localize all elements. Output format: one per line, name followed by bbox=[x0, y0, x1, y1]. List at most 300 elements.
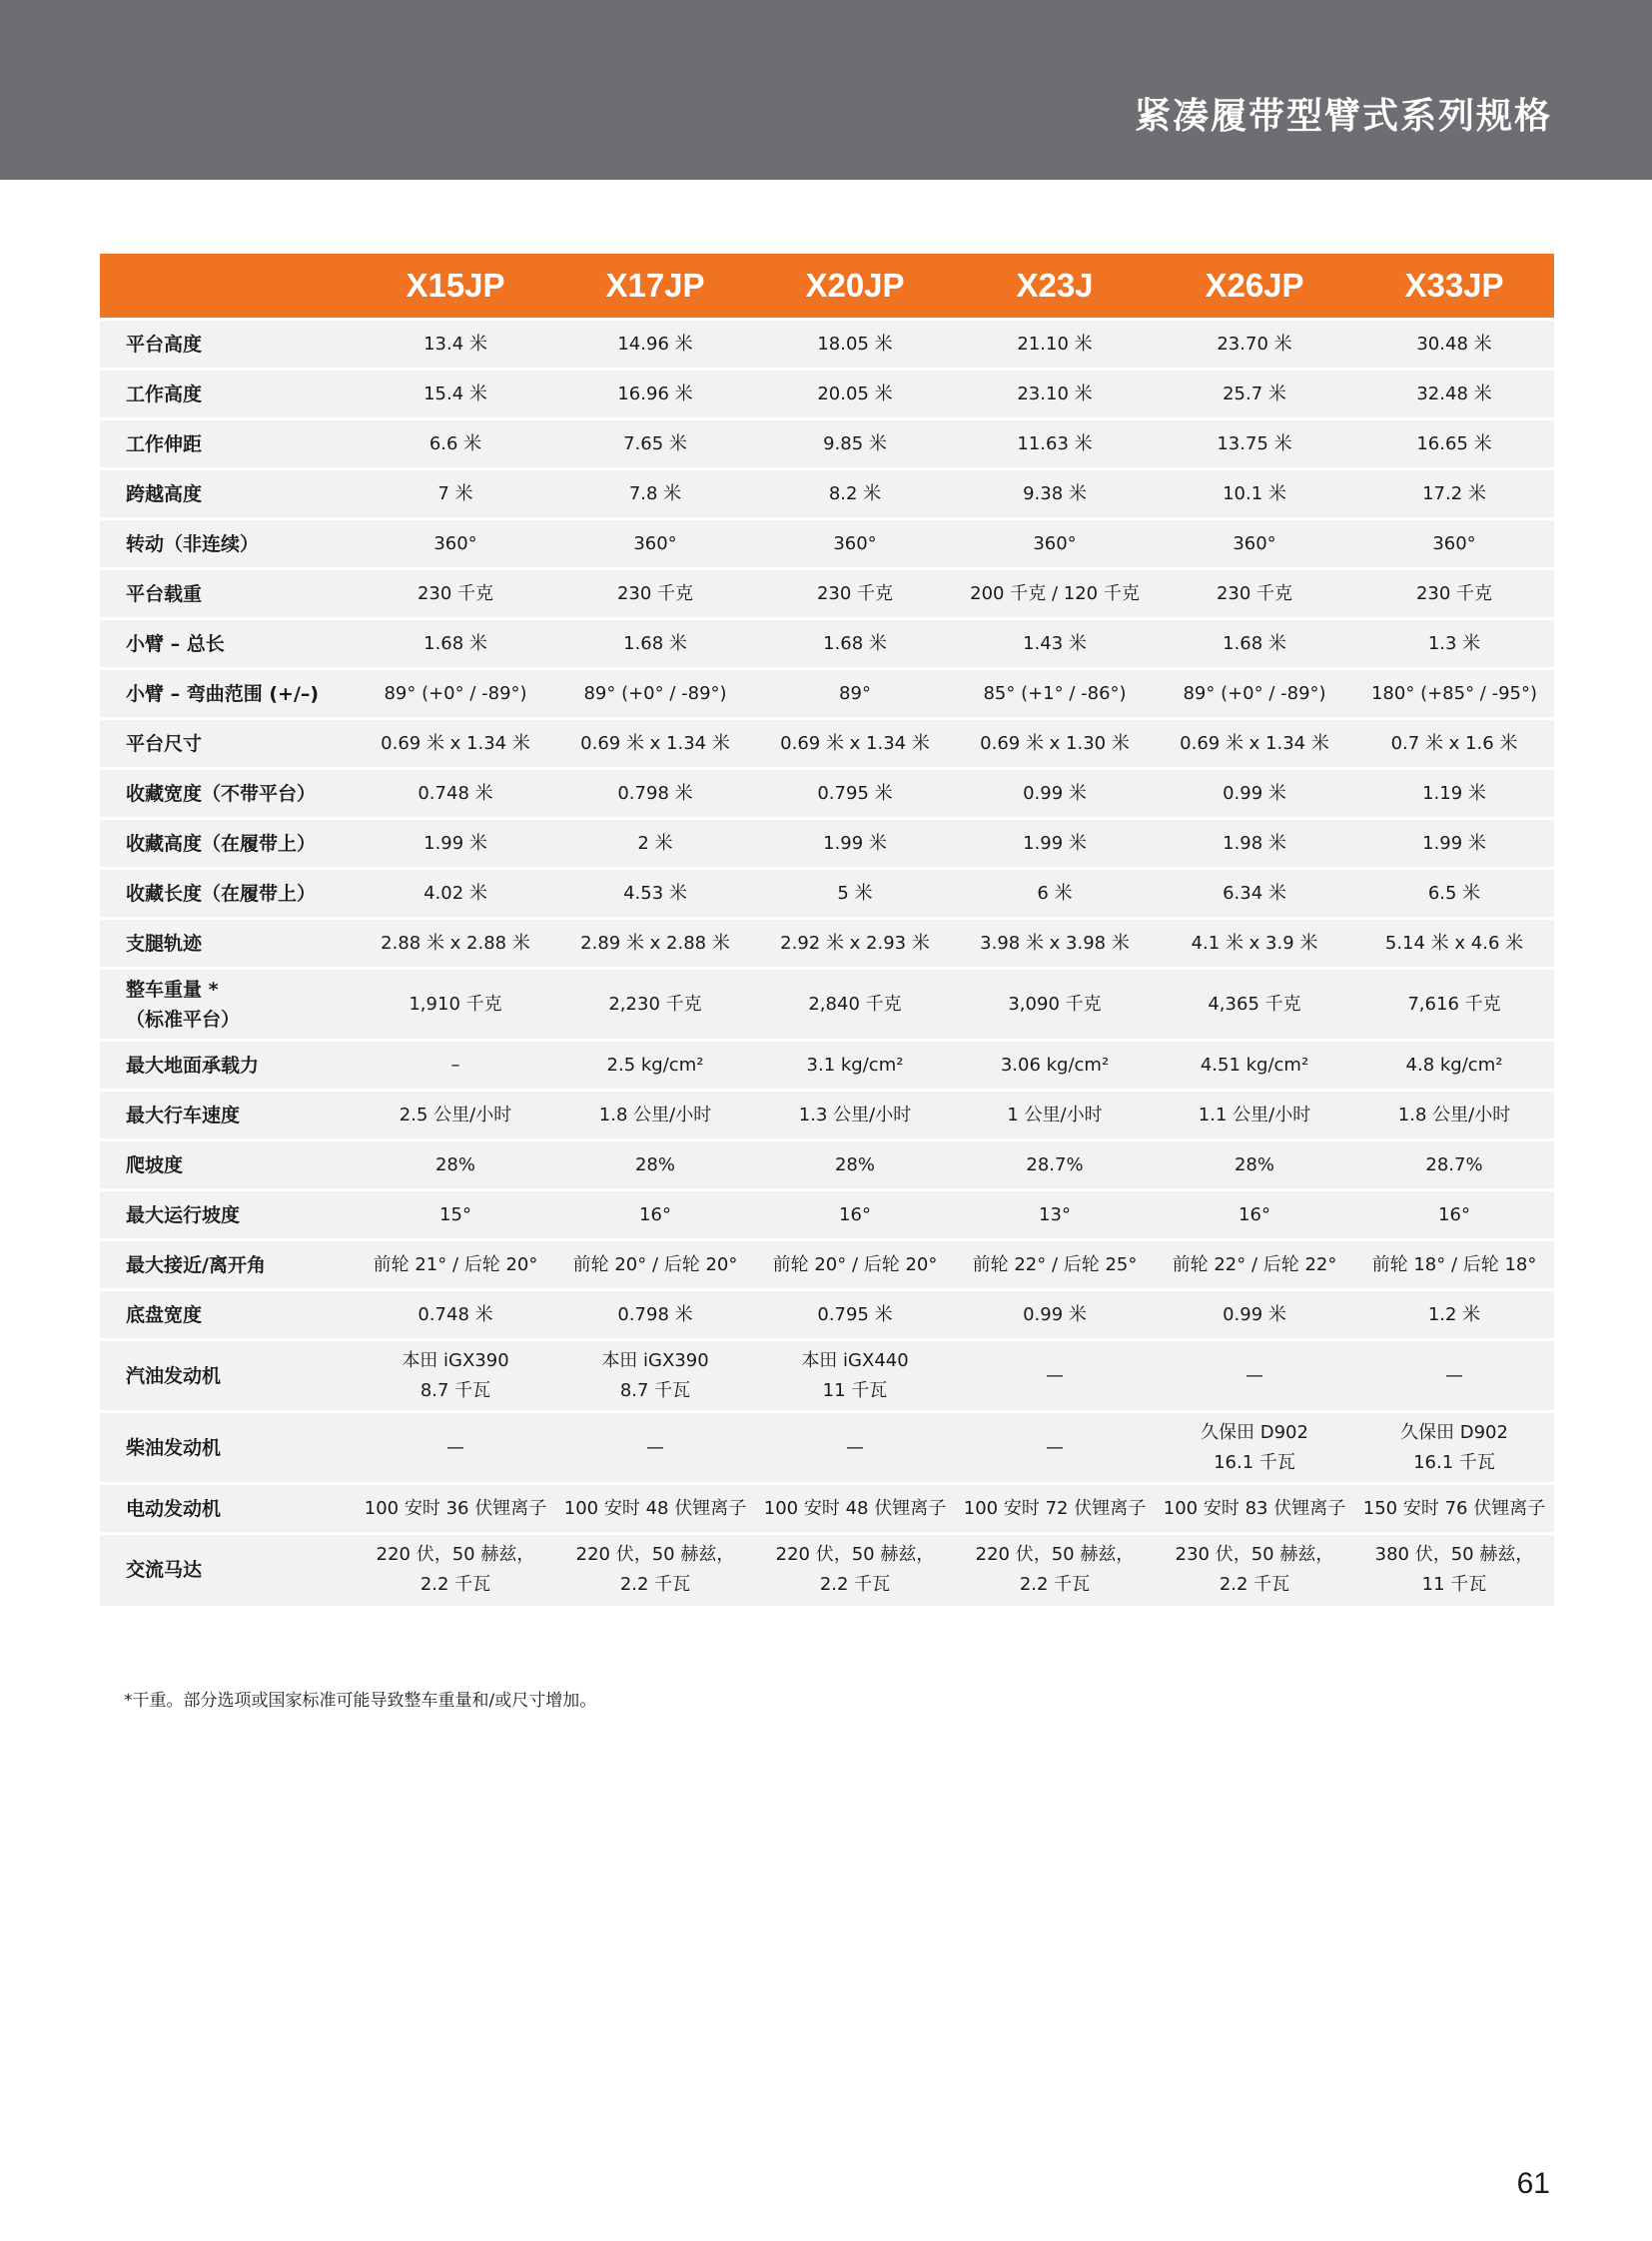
spec-value-cell bbox=[955, 1340, 1155, 1412]
row-label-cell bbox=[100, 469, 356, 519]
spec-value-line: 220 伏，50 赫兹， bbox=[376, 1544, 535, 1566]
spec-value-line: 230 千克 bbox=[816, 582, 894, 604]
spec-value-cell bbox=[755, 469, 955, 519]
spec-value-line: 4.8 kg/cm² bbox=[1405, 1054, 1503, 1076]
spec-value-line: — bbox=[1046, 1364, 1064, 1386]
spec-value-cell bbox=[1354, 769, 1554, 819]
spec-value-cell bbox=[1354, 1140, 1554, 1190]
spec-value-cell bbox=[555, 320, 755, 370]
spec-value-cell bbox=[356, 1534, 555, 1606]
spec-value-cell bbox=[1155, 1091, 1354, 1140]
spec-value-cell bbox=[1155, 969, 1354, 1041]
spec-value-cell bbox=[955, 1484, 1155, 1534]
spec-value-line: 3.98 米 x 3.98 米 bbox=[980, 932, 1130, 954]
spec-value-line: 1.8 公里/小时 bbox=[598, 1104, 712, 1125]
spec-value-cell bbox=[955, 719, 1155, 769]
spec-value-line: 9.38 米 bbox=[1023, 482, 1087, 504]
spec-value-cell bbox=[1354, 469, 1554, 519]
row-label-cell bbox=[100, 819, 356, 869]
row-label-cell bbox=[100, 1340, 356, 1412]
spec-value-cell bbox=[1155, 1041, 1354, 1091]
spec-value-cell bbox=[1354, 1290, 1554, 1340]
spec-value-cell bbox=[555, 619, 755, 669]
spec-value-cell bbox=[955, 919, 1155, 969]
table-row bbox=[100, 1412, 1554, 1484]
row-label-line: 小臂 – 弯曲范围 (+/–) bbox=[126, 682, 320, 705]
spec-value-line: 1.68 米 bbox=[1223, 632, 1286, 654]
spec-value-line: 7 米 bbox=[437, 482, 473, 504]
spec-value-line: 1.99 米 bbox=[1023, 832, 1087, 854]
spec-table bbox=[100, 254, 1554, 1606]
spec-value-cell bbox=[1155, 669, 1354, 719]
row-label-cell bbox=[100, 869, 356, 919]
spec-value-cell bbox=[356, 1140, 555, 1190]
spec-value-cell bbox=[1354, 1091, 1554, 1140]
spec-value-cell bbox=[1155, 1534, 1354, 1606]
row-label-line: 跨越高度 bbox=[126, 482, 203, 505]
spec-value-line: 180° (+85° / -95°) bbox=[1370, 682, 1538, 704]
spec-value-line: 25.7 米 bbox=[1223, 382, 1286, 404]
spec-value-cell bbox=[1354, 619, 1554, 669]
spec-value-line: 4.53 米 bbox=[623, 882, 687, 904]
spec-value-line: — bbox=[1245, 1364, 1263, 1386]
spec-value-line: 360° bbox=[633, 532, 677, 554]
spec-value-cell bbox=[755, 569, 955, 619]
table-row bbox=[100, 419, 1554, 469]
spec-value-cell bbox=[1155, 1240, 1354, 1290]
row-label-cell bbox=[100, 519, 356, 569]
spec-value-line: 4,365 千克 bbox=[1208, 993, 1301, 1015]
spec-value-cell bbox=[356, 619, 555, 669]
spec-value-line: 0.69 米 x 1.34 米 bbox=[1180, 732, 1329, 754]
spec-value-cell bbox=[555, 719, 755, 769]
spec-value-line: 2.5 kg/cm² bbox=[606, 1054, 704, 1076]
spec-value-line: 28% bbox=[1234, 1153, 1274, 1175]
spec-value-line: 89° (+0° / -89°) bbox=[384, 682, 527, 704]
spec-value-cell bbox=[1155, 1290, 1354, 1340]
row-label-line: 工作伸距 bbox=[126, 432, 203, 455]
spec-value-cell bbox=[955, 320, 1155, 370]
spec-value-cell bbox=[555, 1041, 755, 1091]
spec-value-line: — bbox=[1445, 1364, 1463, 1386]
row-label-line: 收藏长度（在履带上） bbox=[126, 882, 317, 905]
spec-value-line: 3,090 千克 bbox=[1008, 993, 1102, 1015]
table-row bbox=[100, 719, 1554, 769]
spec-value-cell bbox=[1354, 919, 1554, 969]
spec-value-line: 9.85 米 bbox=[823, 432, 887, 454]
spec-value-line: 久保田 D902 bbox=[1400, 1421, 1508, 1443]
spec-value-cell bbox=[555, 769, 755, 819]
row-label-cell bbox=[100, 769, 356, 819]
spec-value-cell bbox=[356, 519, 555, 569]
spec-value-cell bbox=[1155, 419, 1354, 469]
spec-value-line: 20.05 米 bbox=[817, 382, 893, 404]
spec-value-line: 2.2 千瓦 bbox=[1219, 1574, 1290, 1596]
spec-value-cell bbox=[555, 1240, 755, 1290]
spec-value-cell bbox=[755, 1091, 955, 1140]
spec-value-cell bbox=[356, 1091, 555, 1140]
spec-value-line: — bbox=[846, 1436, 864, 1458]
spec-value-line: 1.3 公里/小时 bbox=[798, 1104, 912, 1125]
spec-value-cell bbox=[955, 769, 1155, 819]
spec-value-cell bbox=[755, 969, 955, 1041]
spec-value-cell bbox=[755, 1290, 955, 1340]
spec-value-line: 0.69 米 x 1.34 米 bbox=[381, 732, 530, 754]
table-row bbox=[100, 469, 1554, 519]
spec-value-cell bbox=[955, 1240, 1155, 1290]
spec-value-line: 5.14 米 x 4.6 米 bbox=[1384, 932, 1524, 954]
spec-value-cell bbox=[356, 320, 555, 370]
row-label-line: 整车重量 * bbox=[126, 978, 219, 1001]
spec-value-line: 2.89 米 x 2.88 米 bbox=[580, 932, 730, 954]
table-row bbox=[100, 1091, 1554, 1140]
spec-value-cell bbox=[1155, 1190, 1354, 1240]
spec-value-line: 85° (+1° / -86°) bbox=[983, 682, 1127, 704]
table-row bbox=[100, 1190, 1554, 1240]
spec-value-line: 10.1 米 bbox=[1223, 482, 1286, 504]
spec-value-line: 0.99 米 bbox=[1023, 782, 1087, 804]
table-row bbox=[100, 1534, 1554, 1606]
row-label-cell bbox=[100, 1534, 356, 1606]
spec-value-line: 1.68 米 bbox=[423, 632, 487, 654]
spec-value-cell bbox=[356, 1041, 555, 1091]
spec-value-cell bbox=[955, 969, 1155, 1041]
spec-value-line: 100 安时 83 伏锂离子 bbox=[1163, 1497, 1346, 1519]
spec-value-cell bbox=[555, 919, 755, 969]
spec-value-cell bbox=[955, 519, 1155, 569]
row-label-cell bbox=[100, 1290, 356, 1340]
spec-value-line: 2.5 公里/小时 bbox=[399, 1104, 512, 1125]
header-corner-cell bbox=[100, 254, 356, 320]
spec-value-line: 0.99 米 bbox=[1023, 1303, 1087, 1325]
spec-value-cell bbox=[1354, 819, 1554, 869]
table-row bbox=[100, 769, 1554, 819]
spec-value-line: 150 安时 76 伏锂离子 bbox=[1362, 1497, 1546, 1519]
spec-value-cell bbox=[955, 819, 1155, 869]
spec-value-line: 13.4 米 bbox=[423, 333, 487, 355]
spec-value-line: 0.795 米 bbox=[817, 1303, 893, 1325]
spec-value-cell bbox=[755, 320, 955, 370]
spec-value-cell bbox=[555, 1534, 755, 1606]
row-label-line: （标准平台） bbox=[126, 1008, 241, 1031]
spec-value-line: 7,616 千克 bbox=[1407, 993, 1501, 1015]
spec-value-line: 32.48 米 bbox=[1416, 382, 1492, 404]
spec-value-line: 2.2 千瓦 bbox=[619, 1574, 691, 1596]
spec-value-line: 23.10 米 bbox=[1017, 382, 1093, 404]
row-label-cell bbox=[100, 370, 356, 419]
table-row bbox=[100, 819, 1554, 869]
spec-value-line: 13° bbox=[1039, 1203, 1071, 1225]
spec-value-line: 16.1 千瓦 bbox=[1413, 1451, 1495, 1473]
spec-value-line: 1.1 公里/小时 bbox=[1198, 1104, 1311, 1125]
row-label-cell bbox=[100, 969, 356, 1041]
spec-value-line: 230 千克 bbox=[1216, 582, 1293, 604]
row-label-cell bbox=[100, 1091, 356, 1140]
spec-value-cell bbox=[1354, 569, 1554, 619]
spec-value-cell bbox=[356, 719, 555, 769]
spec-value-cell bbox=[1354, 419, 1554, 469]
spec-value-line: 8.7 千瓦 bbox=[619, 1379, 691, 1401]
spec-value-cell bbox=[1354, 1190, 1554, 1240]
spec-value-line: 16.1 千瓦 bbox=[1214, 1451, 1295, 1473]
spec-value-cell bbox=[555, 469, 755, 519]
row-label-line: 最大行车速度 bbox=[126, 1104, 241, 1126]
spec-value-line: 1.68 米 bbox=[623, 632, 687, 654]
spec-value-line: 6.5 米 bbox=[1427, 882, 1481, 904]
spec-value-cell bbox=[555, 1140, 755, 1190]
row-label-line: 平台高度 bbox=[126, 333, 203, 356]
spec-value-line: 0.748 米 bbox=[417, 1303, 493, 1325]
row-label-line: 爬坡度 bbox=[126, 1153, 184, 1176]
spec-value-cell bbox=[356, 819, 555, 869]
spec-value-line: 200 千克 / 120 千克 bbox=[970, 582, 1140, 604]
spec-value-line: 6.34 米 bbox=[1223, 882, 1286, 904]
spec-value-line: 360° bbox=[833, 532, 877, 554]
row-label-cell bbox=[100, 1140, 356, 1190]
spec-value-cell bbox=[955, 569, 1155, 619]
spec-value-cell bbox=[1354, 1484, 1554, 1534]
spec-value-cell bbox=[755, 1412, 955, 1484]
spec-value-line: 13.75 米 bbox=[1217, 432, 1292, 454]
spec-value-line: 15.4 米 bbox=[423, 382, 487, 404]
spec-value-line: 2,230 千克 bbox=[608, 993, 702, 1015]
spec-value-cell bbox=[356, 1190, 555, 1240]
spec-value-line: 360° bbox=[433, 532, 477, 554]
spec-value-cell bbox=[755, 1534, 955, 1606]
page-title: 紧凑履带型臂式系列规格 bbox=[1134, 96, 1552, 137]
spec-value-line: 100 安时 36 伏锂离子 bbox=[364, 1497, 547, 1519]
spec-value-line: 16.96 米 bbox=[617, 382, 693, 404]
spec-value-line: 23.70 米 bbox=[1217, 333, 1292, 355]
spec-value-line: 16° bbox=[1438, 1203, 1470, 1225]
spec-value-cell bbox=[955, 1412, 1155, 1484]
spec-value-cell bbox=[1155, 1140, 1354, 1190]
spec-value-cell bbox=[955, 619, 1155, 669]
spec-value-line: 230 伏，50 赫兹， bbox=[1175, 1544, 1334, 1566]
spec-value-line: 前轮 22° / 后轮 22° bbox=[1172, 1253, 1337, 1275]
spec-value-cell bbox=[1354, 1412, 1554, 1484]
spec-value-cell bbox=[755, 869, 955, 919]
table-header-row bbox=[100, 254, 1554, 320]
spec-value-cell bbox=[955, 869, 1155, 919]
spec-value-cell bbox=[755, 1190, 955, 1240]
spec-value-line: 1,910 千克 bbox=[409, 993, 502, 1015]
spec-value-line: 0.69 米 x 1.34 米 bbox=[780, 732, 930, 754]
spec-value-cell bbox=[356, 1240, 555, 1290]
table-row bbox=[100, 519, 1554, 569]
spec-value-cell bbox=[955, 1534, 1155, 1606]
spec-value-line: 2,840 千克 bbox=[808, 993, 902, 1015]
spec-value-cell bbox=[555, 1290, 755, 1340]
spec-value-line: 4.51 kg/cm² bbox=[1200, 1054, 1309, 1076]
table-row bbox=[100, 569, 1554, 619]
spec-value-cell bbox=[955, 1041, 1155, 1091]
spec-value-line: 28.7% bbox=[1026, 1153, 1084, 1175]
table-row bbox=[100, 1290, 1554, 1340]
spec-value-cell bbox=[755, 769, 955, 819]
model-header-cell: X33JP bbox=[1354, 254, 1554, 320]
spec-value-line: 380 伏，50 赫兹， bbox=[1374, 1544, 1534, 1566]
spec-value-cell bbox=[1354, 1041, 1554, 1091]
spec-value-cell bbox=[1354, 519, 1554, 569]
row-label-cell bbox=[100, 320, 356, 370]
spec-value-cell bbox=[356, 370, 555, 419]
spec-value-line: 前轮 20° / 后轮 20° bbox=[772, 1253, 938, 1275]
spec-value-cell bbox=[1155, 819, 1354, 869]
spec-value-line: 0.99 米 bbox=[1223, 1303, 1286, 1325]
spec-value-line: 2.88 米 x 2.88 米 bbox=[381, 932, 530, 954]
spec-value-line: 6.6 米 bbox=[428, 432, 482, 454]
spec-value-line: 本田 iGX440 bbox=[801, 1349, 909, 1371]
spec-value-line: 230 千克 bbox=[1415, 582, 1493, 604]
page-number: 61 bbox=[1516, 2167, 1550, 2200]
spec-value-line: 0.99 米 bbox=[1223, 782, 1286, 804]
spec-value-cell bbox=[1354, 669, 1554, 719]
spec-value-cell bbox=[1155, 569, 1354, 619]
spec-value-cell bbox=[1354, 869, 1554, 919]
spec-value-cell bbox=[356, 1340, 555, 1412]
model-header-cell: X26JP bbox=[1155, 254, 1354, 320]
spec-value-line: 0.795 米 bbox=[817, 782, 893, 804]
spec-value-line: 89° (+0° / -89°) bbox=[583, 682, 727, 704]
row-label-line: 最大运行坡度 bbox=[126, 1203, 241, 1226]
spec-value-cell bbox=[356, 769, 555, 819]
spec-value-line: 30.48 米 bbox=[1416, 333, 1492, 355]
spec-value-cell bbox=[1155, 320, 1354, 370]
spec-value-cell bbox=[555, 869, 755, 919]
header-band bbox=[0, 0, 1652, 180]
spec-value-line: 本田 iGX390 bbox=[601, 1349, 709, 1371]
spec-value-cell bbox=[555, 569, 755, 619]
spec-value-line: 100 安时 48 伏锂离子 bbox=[563, 1497, 747, 1519]
spec-value-cell bbox=[1354, 1240, 1554, 1290]
row-label-cell bbox=[100, 1041, 356, 1091]
spec-value-line: 2.2 千瓦 bbox=[419, 1574, 491, 1596]
spec-value-line: 18.05 米 bbox=[817, 333, 893, 355]
spec-value-cell bbox=[1155, 519, 1354, 569]
spec-value-cell bbox=[1155, 619, 1354, 669]
spec-value-line: 0.798 米 bbox=[617, 782, 693, 804]
spec-value-cell bbox=[955, 1140, 1155, 1190]
row-label-cell bbox=[100, 419, 356, 469]
row-label-cell bbox=[100, 669, 356, 719]
spec-value-line: 0.7 米 x 1.6 米 bbox=[1390, 732, 1518, 754]
spec-value-line: 16° bbox=[839, 1203, 871, 1225]
spec-value-cell bbox=[555, 419, 755, 469]
spec-value-line: – bbox=[450, 1054, 460, 1076]
spec-value-cell bbox=[555, 969, 755, 1041]
spec-value-cell bbox=[955, 370, 1155, 419]
spec-value-cell bbox=[1354, 320, 1554, 370]
spec-value-line: 230 千克 bbox=[416, 582, 494, 604]
spec-value-cell bbox=[555, 669, 755, 719]
spec-value-line: 7.8 米 bbox=[628, 482, 682, 504]
spec-value-line: 前轮 21° / 后轮 20° bbox=[373, 1253, 538, 1275]
spec-value-cell bbox=[755, 1484, 955, 1534]
spec-value-cell bbox=[755, 1140, 955, 1190]
spec-value-cell bbox=[356, 669, 555, 719]
row-label-cell bbox=[100, 919, 356, 969]
spec-value-cell bbox=[1354, 1340, 1554, 1412]
row-label-line: 平台尺寸 bbox=[126, 732, 203, 755]
spec-value-line: 0.748 米 bbox=[417, 782, 493, 804]
spec-value-line: 230 千克 bbox=[616, 582, 694, 604]
row-label-line: 收藏高度（在履带上） bbox=[126, 832, 317, 855]
spec-value-cell bbox=[555, 370, 755, 419]
spec-value-line: 1.43 米 bbox=[1023, 632, 1087, 654]
spec-value-cell bbox=[555, 1091, 755, 1140]
spec-value-cell bbox=[356, 469, 555, 519]
spec-value-cell bbox=[555, 1412, 755, 1484]
spec-value-line: 5 米 bbox=[837, 882, 873, 904]
spec-value-line: 1.3 米 bbox=[1427, 632, 1481, 654]
table-row bbox=[100, 869, 1554, 919]
spec-value-cell bbox=[955, 469, 1155, 519]
spec-value-cell bbox=[755, 1041, 955, 1091]
spec-value-cell bbox=[1155, 769, 1354, 819]
row-label-line: 转动（非连续） bbox=[126, 532, 260, 555]
spec-value-cell bbox=[1354, 719, 1554, 769]
spec-value-cell bbox=[1354, 1534, 1554, 1606]
spec-value-line: 360° bbox=[1432, 532, 1476, 554]
spec-value-line: — bbox=[646, 1436, 664, 1458]
spec-value-line: 1.98 米 bbox=[1223, 832, 1286, 854]
spec-value-line: 15° bbox=[439, 1203, 471, 1225]
spec-value-cell bbox=[755, 669, 955, 719]
table-row bbox=[100, 1140, 1554, 1190]
footnote: *干重。部分选项或国家标准可能导致整车重量和/或尺寸增加。 bbox=[124, 1691, 597, 1711]
spec-value-line: 28% bbox=[434, 1153, 475, 1175]
row-label-line: 汽油发动机 bbox=[126, 1364, 222, 1387]
table-row bbox=[100, 669, 1554, 719]
spec-value-line: 前轮 20° / 后轮 20° bbox=[572, 1253, 738, 1275]
spec-value-cell bbox=[356, 569, 555, 619]
spec-value-line: 4.1 米 x 3.9 米 bbox=[1191, 932, 1318, 954]
spec-value-line: 前轮 22° / 后轮 25° bbox=[972, 1253, 1138, 1275]
row-label-line: 收藏宽度（不带平台） bbox=[126, 782, 317, 805]
spec-value-cell bbox=[755, 519, 955, 569]
spec-value-cell bbox=[1155, 919, 1354, 969]
spec-value-cell bbox=[555, 519, 755, 569]
spec-value-cell bbox=[356, 1290, 555, 1340]
spec-value-cell bbox=[755, 1240, 955, 1290]
spec-value-cell bbox=[356, 1484, 555, 1534]
spec-value-line: 2.92 米 x 2.93 米 bbox=[780, 932, 930, 954]
table-row bbox=[100, 1484, 1554, 1534]
spec-value-line: 89° bbox=[839, 682, 871, 704]
spec-value-cell bbox=[955, 1190, 1155, 1240]
table-row bbox=[100, 919, 1554, 969]
spec-value-line: 11 千瓦 bbox=[822, 1379, 888, 1401]
spec-value-line: 11.63 米 bbox=[1017, 432, 1093, 454]
spec-value-line: 100 安时 72 伏锂离子 bbox=[963, 1497, 1147, 1519]
row-label-cell bbox=[100, 1412, 356, 1484]
spec-value-cell bbox=[955, 419, 1155, 469]
spec-value-cell bbox=[1155, 1340, 1354, 1412]
spec-value-cell bbox=[755, 819, 955, 869]
spec-value-line: 220 伏，50 赫兹， bbox=[975, 1544, 1135, 1566]
spec-value-line: 0.69 米 x 1.34 米 bbox=[580, 732, 730, 754]
spec-value-line: 3.06 kg/cm² bbox=[1000, 1054, 1110, 1076]
spec-value-cell bbox=[755, 619, 955, 669]
row-label-line: 平台载重 bbox=[126, 582, 203, 605]
row-label-cell bbox=[100, 619, 356, 669]
spec-value-cell bbox=[356, 419, 555, 469]
spec-value-line: 4.02 米 bbox=[423, 882, 487, 904]
spec-value-line: 1.19 米 bbox=[1422, 782, 1486, 804]
spec-value-line: 89° (+0° / -89°) bbox=[1183, 682, 1326, 704]
spec-value-line: 360° bbox=[1033, 532, 1077, 554]
